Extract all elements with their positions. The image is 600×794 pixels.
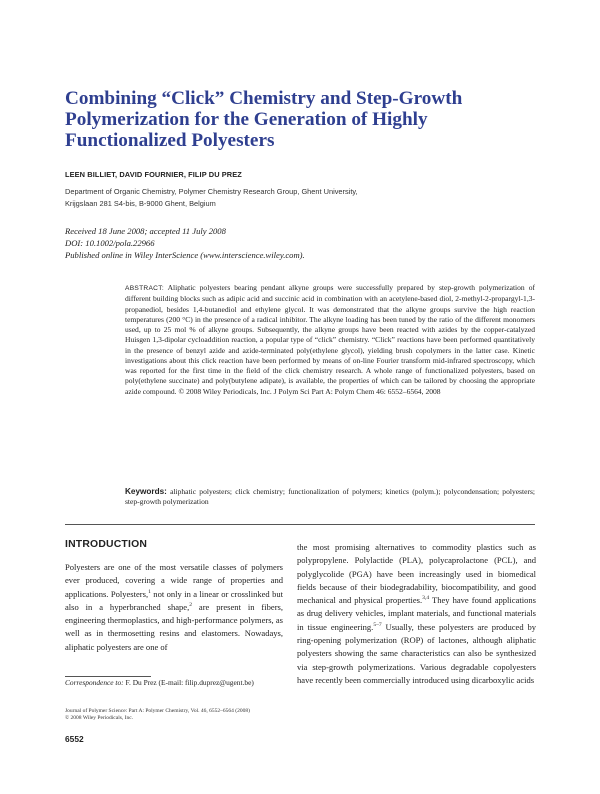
- right-text-2: They have found applications as drug delivery vehicles, implant materials, and functional materials in tissue engineering.: [297, 595, 536, 632]
- abstract-text: Aliphatic polyesters bearing pendant alkyne groups were successfully prepared by step-growth polymerization of different building blocks such as adipic acid and succinic acid in combination with an acetylene-based diol, 2-methyl-2-propargyl-1,3-propanediol, besides 1,4-butanediol and ethylene glycol. It was demonstrated that the alkyne groups survive the high reaction temperatures (200 °C) in the presence of a radical inhibitor. The alkyne loading has been tuned by the ratio of the different monomers used, up to 25 mol % of alkyne groups. Subsequently, the alkyne groups have been reacted with azides by the copper-catalyzed Huisgen 1,3-dipolar cycloaddition reaction, a popular type of “click” chemistry. “Click” reactions have been performed quantitatively in the presence of benzyl azide and azide-terminated poly(ethylene glycol), yielding brush copolymers in the latter case. Kinetic investigations about this click reaction have been performed by means of on-line Fourier transform mid-infrared spectroscopy, which was reported for the first time in the field of the click chemistry research. A whole range of functionalized polyesters, based on poly(ethylene succinate) and poly(butylene adipate), is available, the properties of which can be tailored by choosing the appropriate azide compound.: [125, 283, 535, 396]
- doi: DOI: 10.1002/pola.22966: [65, 237, 155, 248]
- title-line-2: Polymerization for the Generation of Highly: [65, 109, 428, 130]
- affiliation-line-2: Krijgslaan 281 S4-bis, B-9000 Ghent, Belgium: [65, 198, 216, 208]
- keywords: [125, 487, 535, 508]
- article-title: [65, 88, 535, 151]
- section-divider: [65, 524, 535, 525]
- right-text-1: the most promising alternatives to commodity plastics such as polypropylene. Polylactide (PLA), polycaprolactone (PCL), and polyglycolide (PGA) have been increasingly used in biomedical fields because of their biodegradability, biocompatibility, and good mechanical and physical properties.: [297, 542, 536, 606]
- author-list: LEEN BILLIET, DAVID FOURNIER, FILIP DU PREZ: [65, 170, 242, 179]
- right-column-text: [297, 541, 536, 687]
- received-date: Received 18 June 2008; accepted 11 July 2008: [65, 226, 226, 236]
- abstract: [125, 283, 535, 397]
- correspondence-footnote: [65, 678, 283, 688]
- footnote-divider: [65, 676, 151, 677]
- right-text-3: Usually, these polyesters are produced by ring-opening polymerization (ROP) of lactones, although aliphatic polyesters showing the same characteristics can also be synthesized via step-growth polymerizations. Various degradable copolyesters have recently been commercially introduced using dicarboxylic acids: [297, 621, 536, 685]
- left-ref-2: 2: [189, 602, 193, 609]
- affiliation-line-1: Department of Organic Chemistry, Polymer Chemistry Research Group, Ghent University,: [65, 187, 358, 196]
- left-column-text: [65, 561, 283, 654]
- correspondence-label: Correspondence to:: [65, 678, 124, 687]
- left-text-2: not only in a linear or crosslinked but also in a hyperbranched shape,: [65, 588, 283, 612]
- right-ref-1: 3,4: [422, 595, 430, 602]
- journal-citation: Journal of Polymer Science: Part A: Polymer Chemistry, Vol. 46, 6552–6564 (2008): [65, 708, 250, 714]
- right-ref-2: 5–7: [373, 621, 382, 628]
- keywords-text: aliphatic polyesters; click chemistry; functionalization of polymers; kinetics (polym.); polycondensation; polyesters; step-growth polymerization: [125, 487, 535, 507]
- abstract-label: ABSTRACT:: [125, 285, 164, 292]
- title-line-3: Functionalized Polyesters: [65, 130, 275, 151]
- keywords-label: Keywords:: [125, 487, 167, 496]
- journal-footnote: [65, 708, 285, 723]
- published-online: Published online in Wiley InterScience (www.interscience.wiley.com).: [65, 249, 305, 260]
- left-text-3: are present in fibers, engineering thermoplastics, and high-performance polymers, as well as in thermosetting resins and elastomers. Nowadays, aliphatic polyesters are one of: [65, 601, 283, 652]
- affiliation: [65, 186, 525, 209]
- publication-dates: [65, 226, 525, 261]
- page-number: 6552: [65, 734, 84, 744]
- journal-copyright: © 2008 Wiley Periodicals, Inc.: [65, 715, 134, 722]
- abstract-copyright: © 2008 Wiley Periodicals, Inc. J Polym Sci Part A: Polym Chem 46: 6552–6564, 2008: [178, 386, 441, 396]
- section-heading-introduction: INTRODUCTION: [65, 539, 148, 550]
- correspondence-text: F. Du Prez (E-mail: filip.duprez@ugent.be): [123, 678, 254, 687]
- title-line-1: Combining “Click” Chemistry and Step-Growth: [65, 88, 463, 109]
- left-text-1: Polyesters are one of the most versatile classes of polymers ever produced, covering a wide range of properties and applications. Polyesters,: [65, 562, 283, 599]
- left-ref-1: 1: [148, 588, 151, 595]
